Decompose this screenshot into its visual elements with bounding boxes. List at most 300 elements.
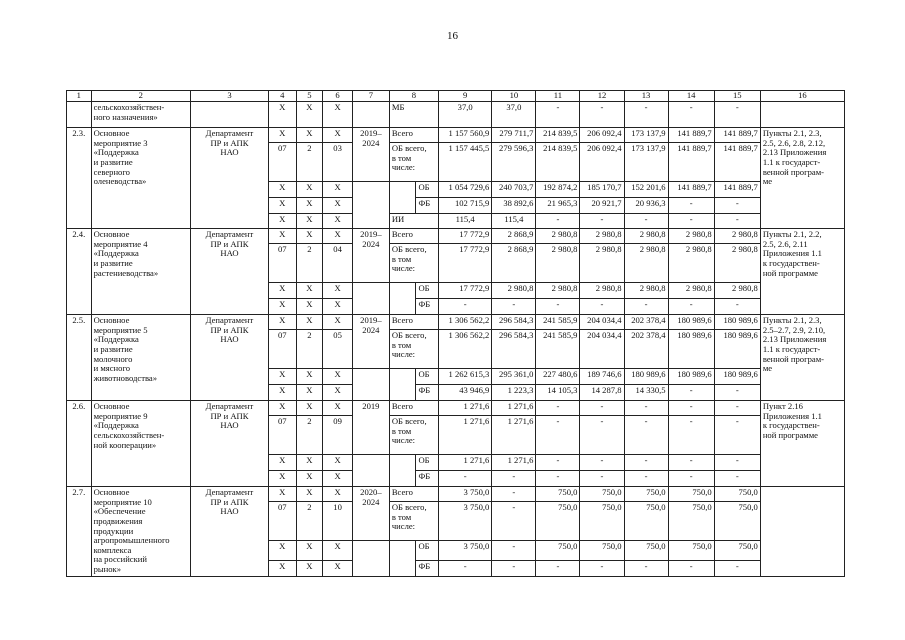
budget-table <box>66 90 845 577</box>
code-cell: Х <box>296 229 323 244</box>
source-label: ОБ всего, в том числе: <box>389 502 438 541</box>
code-cell: 2 <box>296 330 323 369</box>
carry-exec-cell <box>191 102 269 128</box>
column-number-cell: 13 <box>624 91 668 102</box>
value-cell: 141 889,7 <box>668 128 714 143</box>
code-cell: Х <box>323 541 353 561</box>
measure-note: Пункт 2.16 Приложения 1.1 к государствен- ной программе <box>760 401 844 487</box>
code-cell: Х <box>323 315 353 330</box>
value-cell: 192 874,2 <box>536 182 580 198</box>
code-cell: Х <box>323 560 353 576</box>
value-cell: - <box>492 299 536 315</box>
code-cell: Х <box>296 102 323 128</box>
column-number-cell: 14 <box>668 91 714 102</box>
code-cell: 05 <box>323 330 353 369</box>
measure-executor: Департамент ПР и АПК НАО <box>191 315 269 401</box>
value-cell: 750,0 <box>624 541 668 561</box>
code-cell: Х <box>268 385 296 401</box>
period-empty-cell <box>352 369 389 401</box>
column-number-row <box>67 91 845 102</box>
value-cell: 2 980,8 <box>714 283 760 299</box>
value-cell: - <box>624 214 668 229</box>
value-cell: 1 271,6 <box>439 401 492 416</box>
value-cell: 2 980,8 <box>714 244 760 283</box>
value-cell: 214 839,5 <box>536 143 580 182</box>
value-cell: 17 772,9 <box>439 283 492 299</box>
value-cell: 241 585,9 <box>536 315 580 330</box>
column-number-cell: 15 <box>714 91 760 102</box>
measure-executor: Департамент ПР и АПК НАО <box>191 229 269 315</box>
measure-number: 2.7. <box>67 487 92 577</box>
code-cell: Х <box>268 401 296 416</box>
source-code: ФБ <box>416 385 439 401</box>
value-cell: 2 868,9 <box>492 229 536 244</box>
value-cell: 750,0 <box>714 502 760 541</box>
value-cell: 227 480,6 <box>536 369 580 385</box>
value-cell: - <box>536 560 580 576</box>
value-cell: 750,0 <box>714 541 760 561</box>
value-cell: 17 772,9 <box>439 229 492 244</box>
code-cell: Х <box>268 471 296 487</box>
value-cell: 180 989,6 <box>668 369 714 385</box>
measure-note: Пункты 2.1, 2.2, 2.5, 2.6, 2.11 Приложения 1.1 к государствен- ной программе <box>760 229 844 315</box>
value-cell: - <box>714 416 760 455</box>
value-cell: 2 980,8 <box>580 283 624 299</box>
code-cell: 03 <box>323 143 353 182</box>
value-cell: 102 715,9 <box>439 198 492 214</box>
value-cell: 14 330,5 <box>624 385 668 401</box>
value-cell: 141 889,7 <box>668 182 714 198</box>
code-cell: Х <box>296 471 323 487</box>
value-cell: 2 980,8 <box>580 244 624 283</box>
value-cell: - <box>624 471 668 487</box>
table-row <box>67 401 845 416</box>
column-number-cell: 6 <box>323 91 353 102</box>
note-cell <box>760 102 844 128</box>
value-cell: 1 271,6 <box>439 416 492 455</box>
value-cell: 296 584,3 <box>492 330 536 369</box>
code-cell: Х <box>296 455 323 471</box>
source-code: ОБ <box>416 182 439 198</box>
value-cell: - <box>580 560 624 576</box>
value-cell: - <box>714 385 760 401</box>
source-label: ОБ всего, в том числе: <box>389 244 438 283</box>
value-cell: 2 980,8 <box>668 244 714 283</box>
value-cell: 750,0 <box>714 487 760 502</box>
value-cell: 115,4 <box>439 214 492 229</box>
measure-period: 2020– 2024 <box>352 487 389 541</box>
code-cell: Х <box>268 128 296 143</box>
value-cell: 141 889,7 <box>714 128 760 143</box>
indent-cell <box>389 283 416 315</box>
period-empty-cell <box>352 455 389 487</box>
value-cell: 20 921,7 <box>580 198 624 214</box>
value-cell: - <box>580 102 624 128</box>
value-cell: 189 746,6 <box>580 369 624 385</box>
value-cell: - <box>714 401 760 416</box>
value-cell: - <box>714 102 760 128</box>
value-cell: - <box>536 471 580 487</box>
value-cell: 20 936,3 <box>624 198 668 214</box>
value-cell: 38 892,6 <box>492 198 536 214</box>
value-cell: 204 034,4 <box>580 330 624 369</box>
value-cell: 1 271,6 <box>492 416 536 455</box>
column-number-cell: 12 <box>580 91 624 102</box>
column-number-cell: 1 <box>67 91 92 102</box>
value-cell: 43 946,9 <box>439 385 492 401</box>
value-cell: - <box>439 299 492 315</box>
value-cell: 2 980,8 <box>492 283 536 299</box>
value-cell: - <box>492 471 536 487</box>
code-cell: Х <box>296 401 323 416</box>
measure-name: Основное мероприятие 9 «Поддержка сельскохозяйствен- ной кооперации» <box>91 401 190 487</box>
value-cell: - <box>536 416 580 455</box>
code-cell: Х <box>296 299 323 315</box>
value-cell: 241 585,9 <box>536 330 580 369</box>
code-cell: Х <box>268 455 296 471</box>
code-cell: Х <box>268 369 296 385</box>
measure-period: 2019– 2024 <box>352 315 389 369</box>
value-cell: - <box>668 299 714 315</box>
value-cell: 206 092,4 <box>580 128 624 143</box>
code-cell: Х <box>268 541 296 561</box>
source-code: ОБ <box>416 455 439 471</box>
measure-name: Основное мероприятие 4 «Поддержка и развитие растениеводства» <box>91 229 190 315</box>
code-cell: Х <box>296 560 323 576</box>
code-cell: Х <box>296 385 323 401</box>
value-cell: - <box>624 299 668 315</box>
value-cell: 180 989,6 <box>668 330 714 369</box>
column-number-cell: 10 <box>492 91 536 102</box>
measure-number: 2.5. <box>67 315 92 401</box>
value-cell: 750,0 <box>580 487 624 502</box>
value-cell: - <box>492 502 536 541</box>
value-cell: 204 034,4 <box>580 315 624 330</box>
code-cell: Х <box>268 214 296 229</box>
code-cell: Х <box>323 182 353 198</box>
measure-name: Основное мероприятие 5 «Поддержка и развитие молочного и мясного животноводства» <box>91 315 190 401</box>
code-cell: Х <box>268 315 296 330</box>
code-cell: 09 <box>323 416 353 455</box>
value-cell: 2 980,8 <box>624 283 668 299</box>
code-cell: Х <box>323 455 353 471</box>
value-cell: 1 271,6 <box>492 401 536 416</box>
value-cell: 14 287,8 <box>580 385 624 401</box>
value-cell: 279 596,3 <box>492 143 536 182</box>
table-body <box>67 91 845 577</box>
value-cell: - <box>492 560 536 576</box>
column-number-cell: 4 <box>268 91 296 102</box>
code-cell: Х <box>323 102 353 128</box>
code-cell: Х <box>296 214 323 229</box>
column-number-cell: 16 <box>760 91 844 102</box>
code-cell: 07 <box>268 416 296 455</box>
value-cell: 750,0 <box>580 502 624 541</box>
value-cell: 2 980,8 <box>714 229 760 244</box>
code-cell: Х <box>323 471 353 487</box>
code-cell: 07 <box>268 330 296 369</box>
code-cell: Х <box>296 541 323 561</box>
measure-name: Основное мероприятие 10 «Обеспечение продвижения продукции агропромышленного комплекса на российский рынок» <box>91 487 190 577</box>
code-cell: Х <box>296 315 323 330</box>
value-cell: 296 584,3 <box>492 315 536 330</box>
value-cell: 240 703,7 <box>492 182 536 198</box>
value-cell: 2 980,8 <box>668 283 714 299</box>
code-cell: Х <box>323 283 353 299</box>
value-cell: 17 772,9 <box>439 244 492 283</box>
value-cell: - <box>668 385 714 401</box>
code-cell: Х <box>268 182 296 198</box>
code-cell: Х <box>268 560 296 576</box>
value-cell: 1 271,6 <box>492 455 536 471</box>
code-cell: Х <box>268 102 296 128</box>
value-cell: - <box>536 214 580 229</box>
column-number-cell: 2 <box>91 91 190 102</box>
code-cell: Х <box>268 198 296 214</box>
value-cell: - <box>624 102 668 128</box>
value-cell: 1 157 445,5 <box>439 143 492 182</box>
value-cell: 173 137,9 <box>624 143 668 182</box>
indent-cell <box>389 369 416 401</box>
measure-executor: Департамент ПР и АПК НАО <box>191 401 269 487</box>
value-cell: - <box>580 416 624 455</box>
source-label: ИИ <box>389 214 438 229</box>
code-cell: Х <box>296 182 323 198</box>
value-cell: 206 092,4 <box>580 143 624 182</box>
source-cell: МБ <box>389 102 438 128</box>
measure-executor: Департамент ПР и АПК НАО <box>191 128 269 229</box>
value-cell: - <box>714 299 760 315</box>
value-cell: - <box>580 455 624 471</box>
value-cell: 202 378,4 <box>624 315 668 330</box>
carry-num-cell <box>67 102 92 128</box>
period-cell <box>352 102 389 128</box>
code-cell: Х <box>323 299 353 315</box>
value-cell: 202 378,4 <box>624 330 668 369</box>
value-cell: 2 980,8 <box>624 229 668 244</box>
value-cell: 750,0 <box>624 487 668 502</box>
table-row <box>67 487 845 502</box>
value-cell: - <box>536 455 580 471</box>
value-cell: - <box>624 416 668 455</box>
value-cell: 2 980,8 <box>668 229 714 244</box>
code-cell: 2 <box>296 143 323 182</box>
value-cell: 2 868,9 <box>492 244 536 283</box>
measure-period: 2019– 2024 <box>352 229 389 283</box>
value-cell: 1 271,6 <box>439 455 492 471</box>
code-cell: Х <box>296 198 323 214</box>
value-cell: - <box>536 299 580 315</box>
code-cell: 04 <box>323 244 353 283</box>
value-cell: 279 711,7 <box>492 128 536 143</box>
page-number: 16 <box>447 30 458 42</box>
code-cell: Х <box>268 229 296 244</box>
source-code: ФБ <box>416 198 439 214</box>
value-cell: 2 980,8 <box>580 229 624 244</box>
value-cell: 3 750,0 <box>439 487 492 502</box>
value-cell: 750,0 <box>668 502 714 541</box>
code-cell: Х <box>323 401 353 416</box>
value-cell: - <box>714 560 760 576</box>
value-cell: 1 306 562,2 <box>439 330 492 369</box>
code-cell: Х <box>296 283 323 299</box>
value-cell: 152 201,6 <box>624 182 668 198</box>
column-number-cell: 3 <box>191 91 269 102</box>
value-cell: 180 989,6 <box>624 369 668 385</box>
measure-note: Пункты 2.1, 2.3, 2.5–2.7, 2.9, 2.10, 2.13 Приложения 1.1 к государст- венной програм- ме <box>760 315 844 401</box>
value-cell: - <box>714 198 760 214</box>
value-cell: - <box>668 455 714 471</box>
table-row <box>67 315 845 330</box>
value-cell: - <box>668 416 714 455</box>
code-cell: Х <box>296 128 323 143</box>
value-cell: 21 965,3 <box>536 198 580 214</box>
value-cell: - <box>668 560 714 576</box>
value-cell: - <box>536 401 580 416</box>
value-cell: - <box>580 471 624 487</box>
value-cell: - <box>580 401 624 416</box>
value-cell: 180 989,6 <box>714 369 760 385</box>
period-empty-cell <box>352 541 389 577</box>
value-cell: 750,0 <box>580 541 624 561</box>
code-cell: Х <box>268 299 296 315</box>
code-cell: 10 <box>323 502 353 541</box>
indent-cell <box>389 182 416 214</box>
table-row <box>67 229 845 244</box>
code-cell: Х <box>268 283 296 299</box>
value-cell: 173 137,9 <box>624 128 668 143</box>
measure-note: Пункты 2.1, 2.3, 2.5, 2.6, 2.8, 2.12, 2.13 Приложения 1.1 к государст- венной програм- ме <box>760 128 844 229</box>
value-cell: - <box>492 487 536 502</box>
value-cell: - <box>668 102 714 128</box>
code-cell: Х <box>323 229 353 244</box>
measure-period: 2019– 2024 <box>352 128 389 182</box>
column-number-cell: 9 <box>439 91 492 102</box>
value-cell: - <box>668 401 714 416</box>
value-cell: 750,0 <box>668 541 714 561</box>
code-cell: Х <box>296 369 323 385</box>
indent-cell <box>389 455 416 487</box>
code-cell: 07 <box>268 143 296 182</box>
source-code: ФБ <box>416 560 439 576</box>
value-cell: 2 980,8 <box>536 244 580 283</box>
value-cell: 141 889,7 <box>714 143 760 182</box>
value-cell: - <box>492 541 536 561</box>
code-cell: 2 <box>296 416 323 455</box>
value-cell: 295 361,0 <box>492 369 536 385</box>
column-number-cell: 7 <box>352 91 389 102</box>
value-cell: 1 157 560,9 <box>439 128 492 143</box>
value-cell: 14 105,3 <box>536 385 580 401</box>
source-code: ФБ <box>416 471 439 487</box>
source-code: ОБ <box>416 541 439 561</box>
value-cell: - <box>580 299 624 315</box>
value-cell: 1 223,3 <box>492 385 536 401</box>
value-cell: 750,0 <box>536 487 580 502</box>
source-code: ОБ <box>416 283 439 299</box>
value-cell: 214 839,5 <box>536 128 580 143</box>
value-cell: 1 054 729,6 <box>439 182 492 198</box>
measure-executor: Департамент ПР и АПК НАО <box>191 487 269 577</box>
code-cell: Х <box>323 128 353 143</box>
value-cell: 750,0 <box>668 487 714 502</box>
code-cell: Х <box>323 198 353 214</box>
value-cell: - <box>580 214 624 229</box>
table-row <box>67 128 845 143</box>
source-label: ОБ всего, в том числе: <box>389 330 438 369</box>
value-cell: - <box>668 214 714 229</box>
value-cell: 185 170,7 <box>580 182 624 198</box>
value-cell: - <box>439 471 492 487</box>
source-label: ОБ всего, в том числе: <box>389 416 438 455</box>
source-label: Всего <box>389 401 438 416</box>
value-cell: - <box>624 401 668 416</box>
value-cell: - <box>668 471 714 487</box>
source-code: ОБ <box>416 369 439 385</box>
indent-cell <box>389 541 416 577</box>
code-cell: 2 <box>296 244 323 283</box>
source-label: Всего <box>389 229 438 244</box>
source-label: Всего <box>389 487 438 502</box>
source-code: ФБ <box>416 299 439 315</box>
code-cell: Х <box>296 487 323 502</box>
measure-number: 2.4. <box>67 229 92 315</box>
value-cell: 750,0 <box>536 502 580 541</box>
column-number-cell: 11 <box>536 91 580 102</box>
code-cell: Х <box>323 369 353 385</box>
value-cell: - <box>536 102 580 128</box>
value-cell: - <box>624 455 668 471</box>
period-empty-cell <box>352 283 389 315</box>
code-cell: Х <box>268 487 296 502</box>
source-label: Всего <box>389 315 438 330</box>
table-row <box>67 102 845 128</box>
value-cell: - <box>624 560 668 576</box>
value-cell: 1 262 615,3 <box>439 369 492 385</box>
value-cell: - <box>439 560 492 576</box>
value-cell: 141 889,7 <box>668 143 714 182</box>
value-cell: 2 980,8 <box>536 283 580 299</box>
code-cell: Х <box>323 487 353 502</box>
period-empty-cell <box>352 182 389 229</box>
value-cell: 2 980,8 <box>624 244 668 283</box>
source-label: ОБ всего, в том числе: <box>389 143 438 182</box>
value-cell: 180 989,6 <box>668 315 714 330</box>
value-cell: 37,0 <box>439 102 492 128</box>
column-number-cell: 8 <box>389 91 438 102</box>
value-cell: 180 989,6 <box>714 330 760 369</box>
value-cell: - <box>714 214 760 229</box>
code-cell: 07 <box>268 244 296 283</box>
value-cell: 750,0 <box>536 541 580 561</box>
code-cell: 07 <box>268 502 296 541</box>
value-cell: 180 989,6 <box>714 315 760 330</box>
code-cell: 2 <box>296 502 323 541</box>
measure-note <box>760 487 844 577</box>
value-cell: 37,0 <box>492 102 536 128</box>
measure-period: 2019 <box>352 401 389 455</box>
code-cell: Х <box>323 214 353 229</box>
value-cell: - <box>714 471 760 487</box>
value-cell: 1 306 562,2 <box>439 315 492 330</box>
source-label: Всего <box>389 128 438 143</box>
value-cell: 141 889,7 <box>714 182 760 198</box>
value-cell: 2 980,8 <box>536 229 580 244</box>
value-cell: 750,0 <box>624 502 668 541</box>
measure-number: 2.3. <box>67 128 92 229</box>
measure-number: 2.6. <box>67 401 92 487</box>
measure-name: Основное мероприятие 3 «Поддержка и развитие северного оленеводства» <box>91 128 190 229</box>
